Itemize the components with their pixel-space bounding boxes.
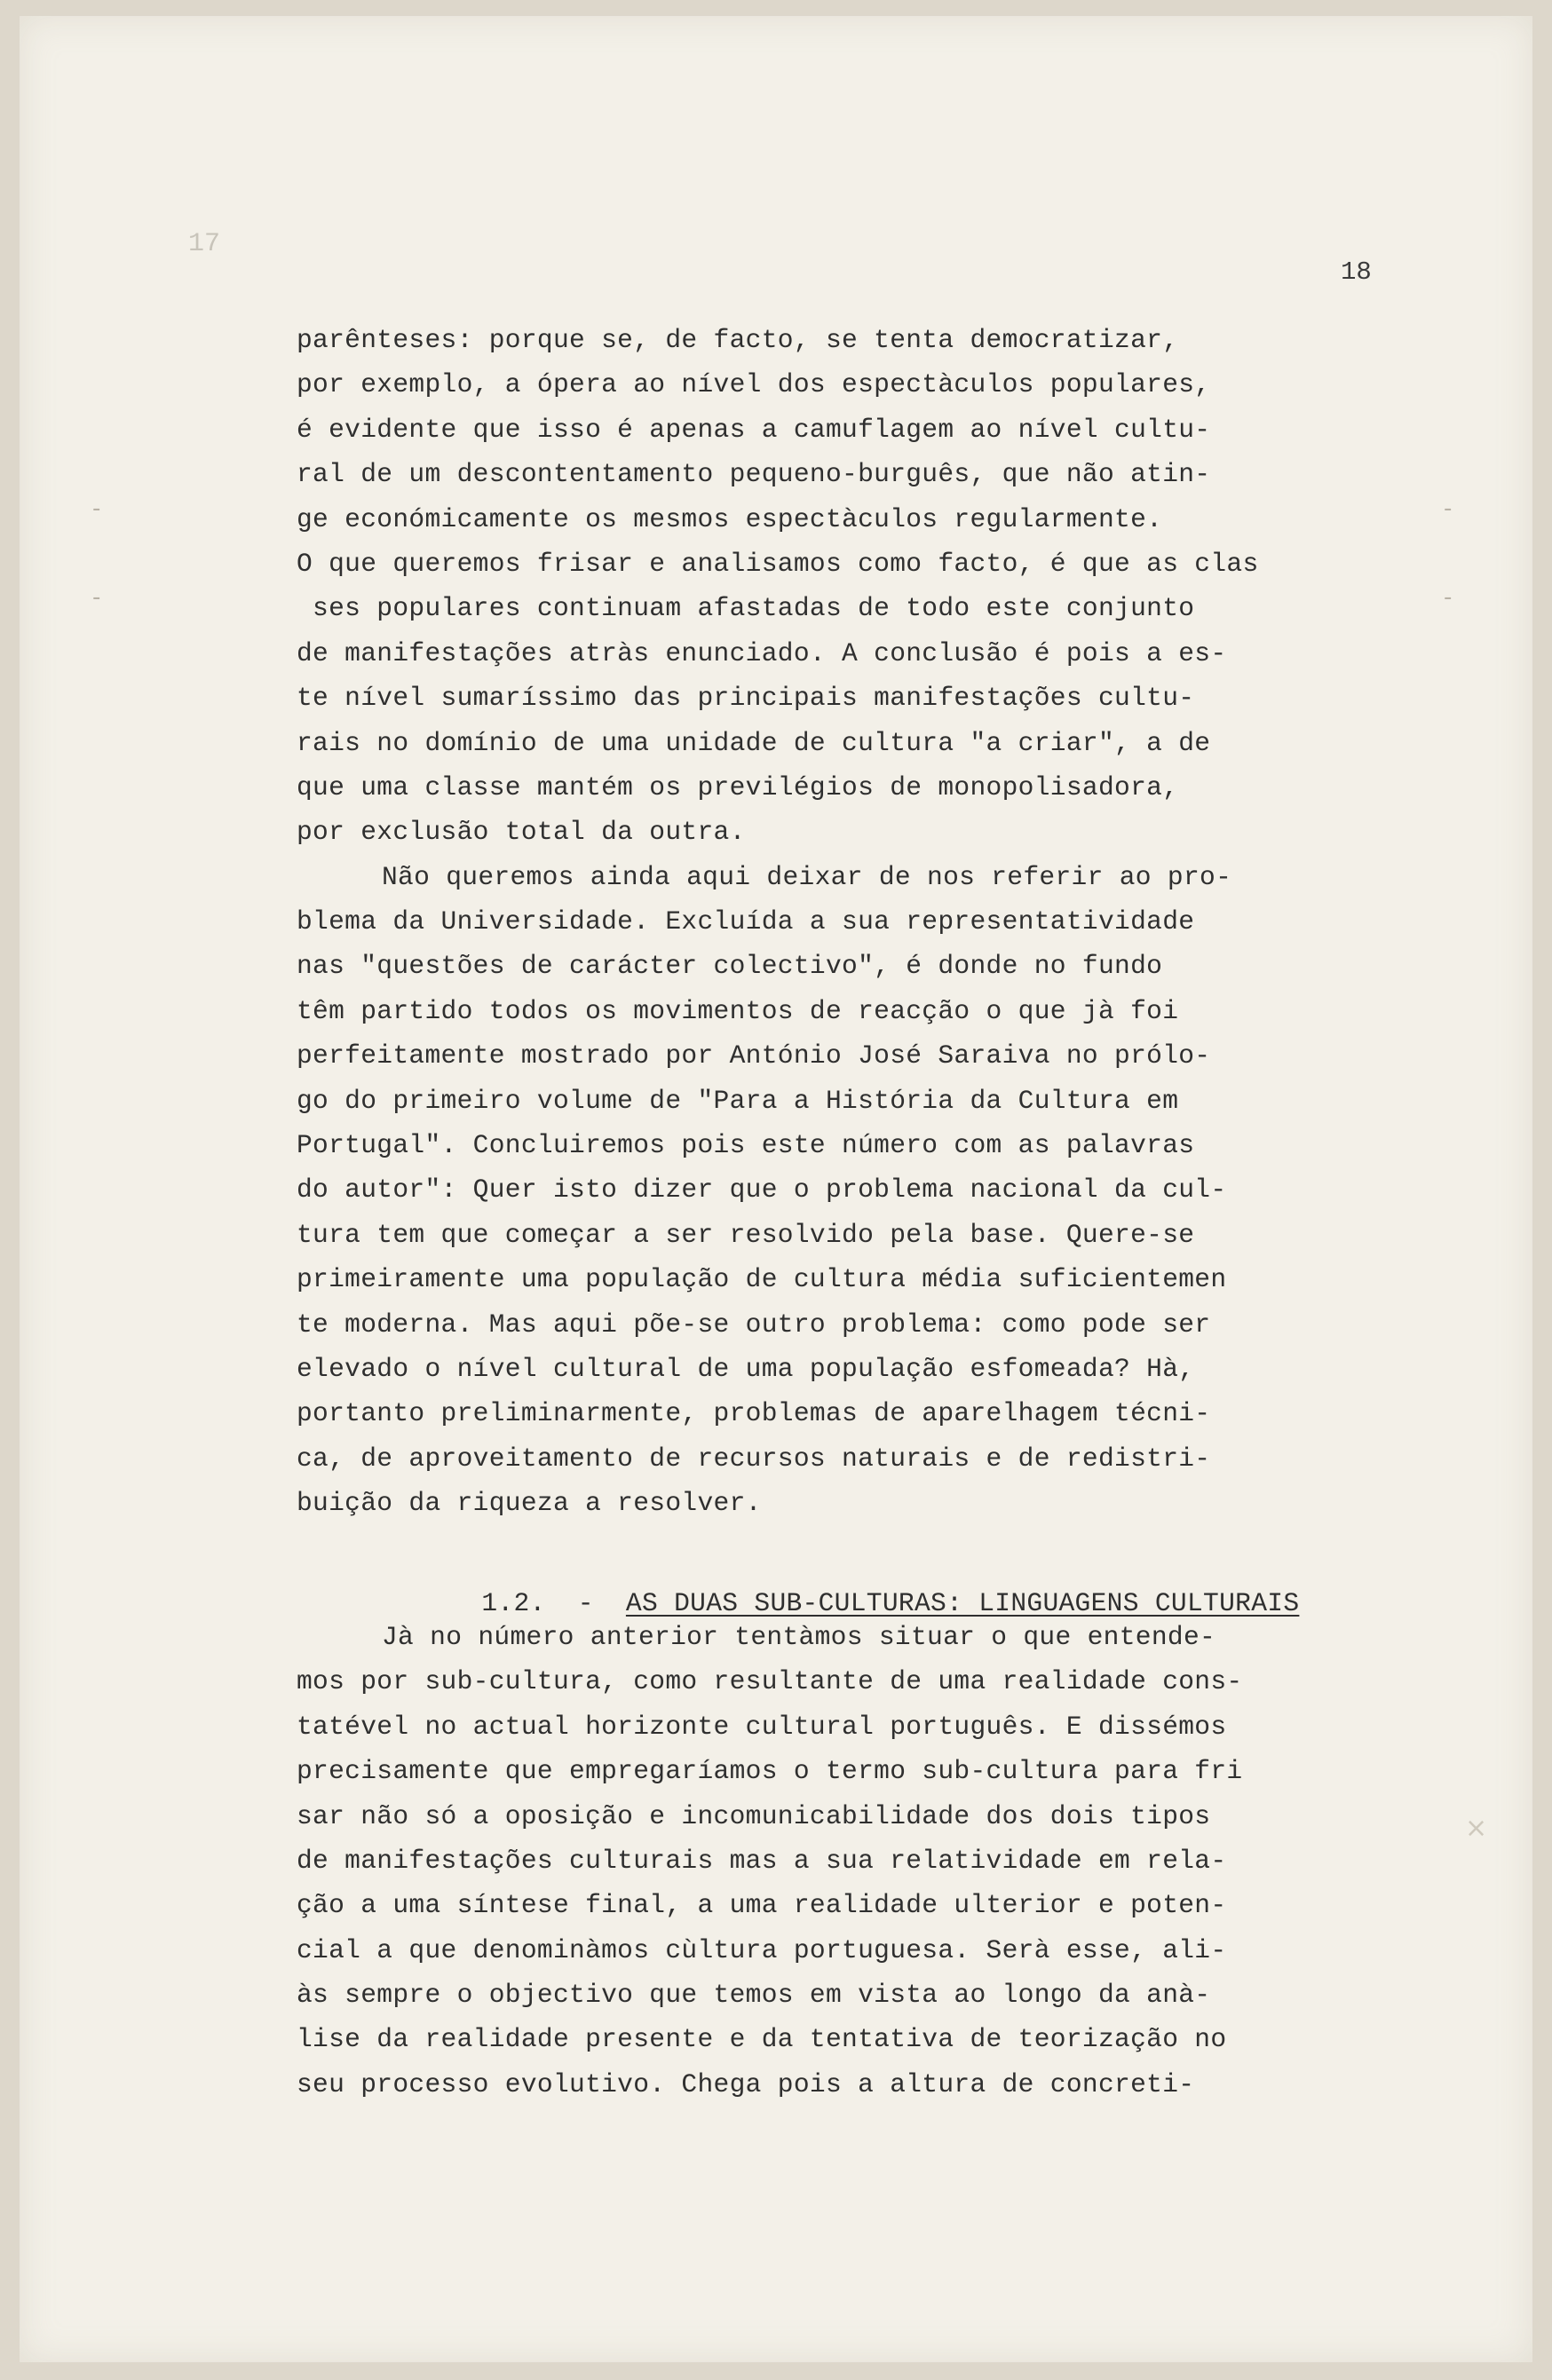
section-title: AS DUAS SUB-CULTURAS: LINGUAGENS CULTURAIS (625, 1587, 1300, 1618)
text-line: por exclusão total da outra. (297, 817, 746, 848)
text-line: por exemplo, a ópera ao nível dos espectàculos populares, (297, 369, 1211, 400)
text-line: buição da riqueza a resolver. (297, 1488, 762, 1519)
margin-x-mark: × (1465, 1813, 1488, 1844)
text-line: têm partido todos os movimentos de reacção o que jà foi (297, 995, 1179, 1026)
typed-body-text (297, 318, 1415, 2107)
paragraph-2 (297, 855, 1415, 1526)
text-line: Não queremos ainda aqui deixar de nos referir ao pro- (382, 861, 1232, 892)
text-line: cial a que denominàmos cùltura portuguesa. Serà esse, ali- (297, 1934, 1227, 1965)
text-line: que uma classe mantém os previlégios de monopolisadora, (297, 771, 1179, 803)
text-line: nas "questões de carácter colectivo", é donde no fundo (297, 951, 1163, 982)
text-line: sar não só a oposição e incomunicabilidade dos dois tipos (297, 1800, 1211, 1831)
margin-mark: - (92, 584, 101, 611)
text-line: te moderna. Mas aqui põe-se outro problema: como pode ser (297, 1309, 1211, 1340)
text-line: blema da Universidade. Excluída a sua representatividade (297, 906, 1195, 937)
text-line: precisamente que empregaríamos o termo sub-cultura para fri (297, 1756, 1243, 1787)
page-number: 18 (1341, 257, 1372, 287)
text-line: primeiramente uma população de cultura média suficientemen (297, 1264, 1227, 1295)
text-line: go do primeiro volume de "Para a História da Cultura em (297, 1085, 1179, 1116)
paragraph-3 (297, 1615, 1415, 2107)
text-line: ção a uma síntese final, a uma realidade ulterior e poten- (297, 1890, 1227, 1921)
document-page (20, 16, 1532, 2362)
text-line: tura tem que começar a ser resolvido pela base. Quere-se (297, 1219, 1195, 1250)
text-line: é evidente que isso é apenas a camuflagem ao nível cultu- (297, 414, 1211, 445)
margin-mark: - (1444, 584, 1453, 611)
text-line: mos por sub-cultura, como resultante de uma realidade cons- (297, 1666, 1243, 1697)
text-line: rais no domínio de uma unidade de cultura "a criar", a de (297, 727, 1211, 758)
text-line: ca, de aproveitamento de recursos naturais e de redistri- (297, 1443, 1211, 1474)
text-line: portanto preliminarmente, problemas de aparelhagem técni- (297, 1398, 1211, 1429)
text-line: de manifestações atràs enunciado. A conclusão é pois a es- (297, 637, 1227, 668)
text-line: perfeitamente mostrado por António José Saraiva no prólo- (297, 1040, 1211, 1071)
text-line: do autor": Quer isto dizer que o problema nacional da cul- (297, 1174, 1227, 1206)
text-line: Jà no número anterior tentàmos situar o que entende- (382, 1621, 1216, 1652)
text-line: ge económicamente os mesmos espectàculos regularmente. (297, 503, 1163, 534)
text-line: de manifestações culturais mas a sua relatividade em rela- (297, 1845, 1227, 1876)
text-line: te nível sumaríssimo das principais manifestações cultu- (297, 683, 1195, 714)
paragraph-1 (297, 318, 1415, 855)
text-line: às sempre o objectivo que temos em vista ao longo da anà- (297, 1980, 1211, 2011)
text-line: O que queremos frisar e analisamos como facto, é que as clas (297, 548, 1259, 579)
text-line: seu processo evolutivo. Chega pois a altura de concreti- (297, 2068, 1195, 2099)
margin-mark: - (92, 495, 101, 522)
section-heading (297, 1537, 1415, 1618)
text-line: elevado o nível cultural de uma população esfomeada? Hà, (297, 1353, 1195, 1384)
text-line: Portugal". Concluiremos pois este número com as palavras (297, 1130, 1195, 1161)
text-line: lise da realidade presente e da tentativa de teorização no (297, 2024, 1227, 2055)
text-line: ral de um descontentamento pequeno-burguês, que não atin- (297, 459, 1211, 490)
margin-mark: - (1444, 495, 1453, 522)
text-line: parênteses: porque se, de facto, se tenta democratizar, (297, 325, 1179, 355)
bleed-through-page-number: 17 (188, 229, 221, 259)
text-line: tatével no actual horizonte cultural português. E dissémos (297, 1711, 1227, 1742)
text-line: ses populares continuam afastadas de todo este conjunto (297, 593, 1195, 624)
section-number: 1.2. - (481, 1587, 594, 1618)
